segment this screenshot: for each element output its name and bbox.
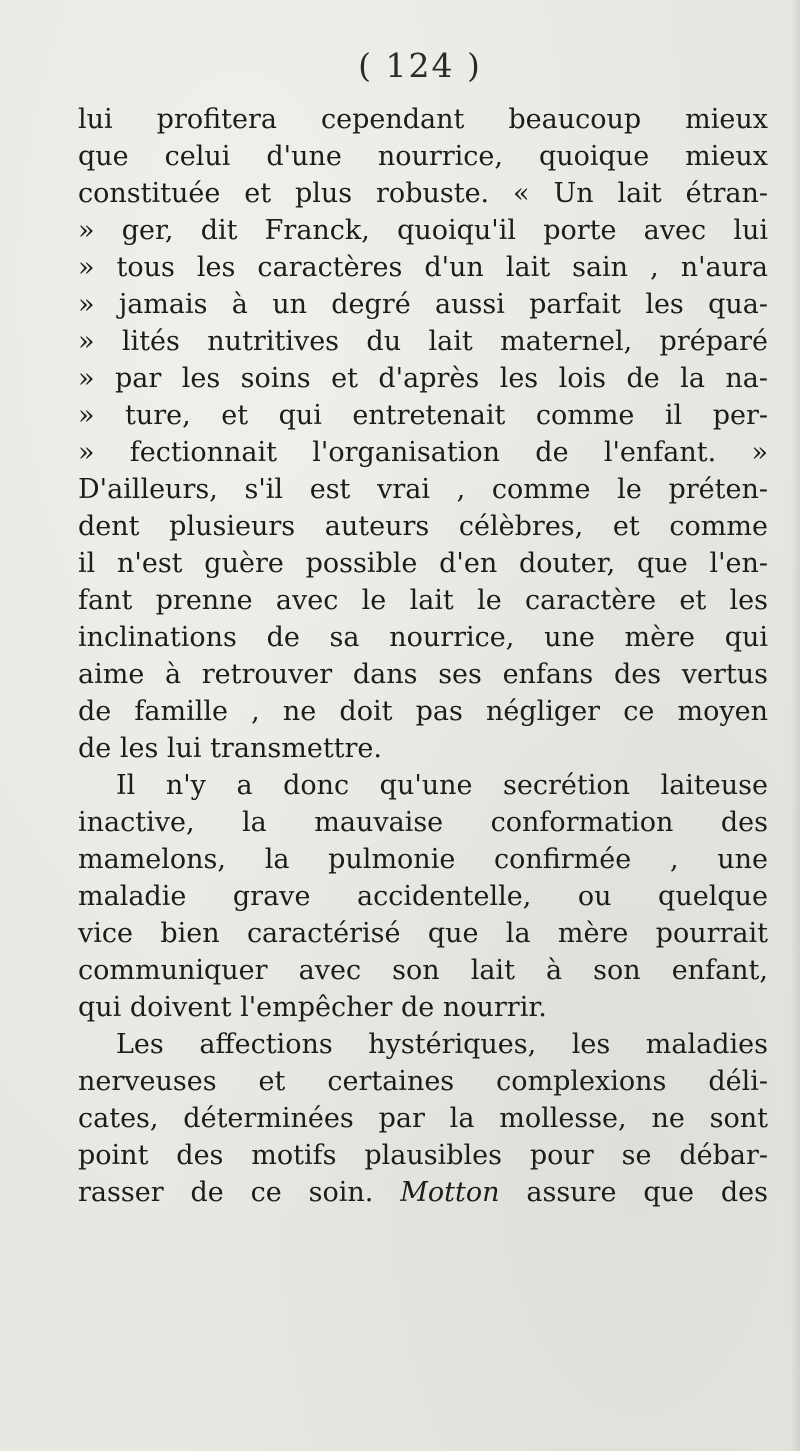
text-line: » tous les caractères d'un lait sain , n'aura — [78, 252, 768, 283]
text-line: » par les soins et d'après les lois de la na- — [78, 363, 768, 394]
text-line: inactive, la mauvaise conformation des — [78, 807, 768, 838]
paragraph-start-line: Il n'y a donc qu'une secrétion laiteuse — [116, 770, 768, 801]
text-line: nerveuses et certaines complexions déli- — [78, 1066, 768, 1097]
page-number: ( 124 ) — [358, 46, 482, 85]
text-line: qui doivent l'empêcher de nourrir. — [78, 992, 547, 1023]
text-line: que celui d'une nourrice, quoique mieux — [78, 141, 768, 172]
italic-name: Motton — [400, 1177, 500, 1208]
text-line: communiquer avec son lait à son enfant, — [78, 955, 768, 986]
text-line: vice bien caractérisé que la mère pourrait — [78, 918, 768, 949]
text-line: inclinations de sa nourrice, une mère qui — [78, 622, 768, 653]
text-line: » ture, et qui entretenait comme il per- — [78, 400, 768, 431]
text-line: aime à retrouver dans ses enfans des vertus — [78, 659, 768, 690]
text-line: maladie grave accidentelle, ou quelque — [78, 881, 768, 912]
text-line: dent plusieurs auteurs célèbres, et comme — [78, 511, 768, 542]
text-line: » ger, dit Franck, quoiqu'il porte avec lui — [78, 215, 768, 246]
text-line: il n'est guère possible d'en douter, que l'en- — [78, 548, 768, 579]
page-edge-shadow — [790, 0, 800, 1451]
text-line: lui profitera cependant beaucoup mieux — [78, 104, 768, 135]
text-line: D'ailleurs, s'il est vrai , comme le préten- — [78, 474, 768, 505]
text-line-with-italic — [78, 1174, 768, 1211]
text-line: fant prenne avec le lait le caractère et les — [78, 585, 768, 616]
body-text — [78, 101, 768, 1211]
text-line: » jamais à un degré aussi parfait les qua- — [78, 289, 768, 320]
text-line: » lités nutritives du lait maternel, préparé — [78, 326, 768, 357]
text-line: point des motifs plausibles pour se débar- — [78, 1140, 768, 1171]
text-segment: assure que des — [526, 1177, 768, 1208]
paragraph-start-line: Les affections hystériques, les maladies — [116, 1029, 768, 1060]
text-line: constituée et plus robuste. « Un lait étran- — [78, 178, 768, 209]
text-line: mamelons, la pulmonie confirmée , une — [78, 844, 768, 875]
text-line: de famille , ne doit pas négliger ce moyen — [78, 696, 768, 727]
text-line: » fectionnait l'organisation de l'enfant. » — [78, 437, 768, 468]
text-segment: rasser de ce soin. — [78, 1177, 374, 1208]
text-line: de les lui transmettre. — [78, 733, 382, 764]
text-line: cates, déterminées par la mollesse, ne sont — [78, 1103, 768, 1134]
